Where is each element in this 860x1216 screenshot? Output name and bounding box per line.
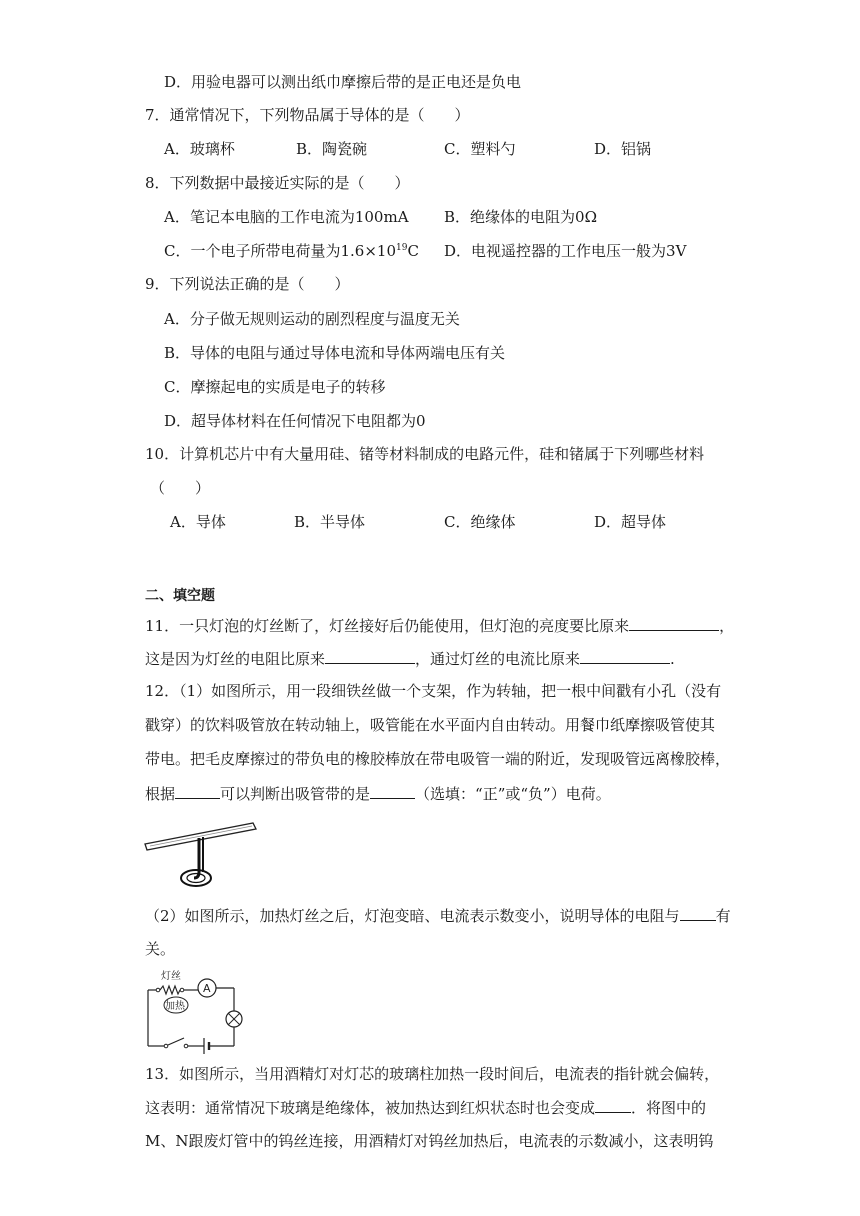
straw-pivot-figure bbox=[140, 818, 264, 890]
q9-option-b: B．导体的电阻与通过导体电流和导体两端电压有关 bbox=[164, 344, 506, 362]
q12-part2-text-2: 有 bbox=[715, 907, 731, 925]
q8-option-b: B．绝缘体的电阻为0Ω bbox=[444, 208, 598, 226]
q12-blank-1[interactable] bbox=[175, 783, 220, 799]
q12-text-3: （选填：“正”或“负”）电荷。 bbox=[415, 785, 611, 803]
q11-text-1: 11．一只灯泡的灯丝断了，灯丝接好后仍能使用，但灯泡的亮度要比原来 bbox=[145, 617, 630, 635]
q9-stem: 9．下列说法正确的是（ ） bbox=[145, 275, 350, 293]
q7-option-d: D．铝锅 bbox=[594, 140, 652, 158]
q11-text-4: ，通过灯丝的电流比原来 bbox=[415, 650, 581, 668]
q12-line-2: 戳穿）的饮料吸管放在转动轴上，吸管能在水平面内自由转动。用餐巾纸摩擦吸管使其 bbox=[145, 716, 716, 734]
q9-option-c: C．摩擦起电的实质是电子的转移 bbox=[164, 378, 386, 396]
q11-blank-1[interactable] bbox=[629, 615, 719, 631]
q7-option-c: C．塑料勺 bbox=[444, 140, 516, 158]
q8-option-c bbox=[164, 241, 419, 261]
q10-stem: 10．计算机芯片中有大量用硅、锗等材料制成的电路元件，硅和锗属于下列哪些材料 bbox=[145, 445, 705, 463]
q7-stem: 7．通常情况下，下列物品属于导体的是（ ） bbox=[145, 106, 470, 124]
q12-part2-text-1: （2）如图所示，加热灯丝之后，灯泡变暗、电流表示数变小，说明导体的电阻与 bbox=[145, 907, 680, 925]
q12-text-2: 可以判断出吸管带的是 bbox=[220, 785, 371, 803]
q13-line-2 bbox=[145, 1097, 706, 1118]
q8-stem: 8．下列数据中最接近实际的是（ ） bbox=[145, 174, 410, 192]
filament-label: 灯丝 bbox=[161, 971, 181, 982]
q8-option-c-unit: C bbox=[407, 242, 419, 260]
q8-option-a: A．笔记本电脑的工作电流为100mA bbox=[164, 208, 409, 226]
circuit-figure bbox=[140, 966, 246, 1056]
q11-text-2: ， bbox=[719, 617, 735, 635]
q11-blank-3[interactable] bbox=[580, 648, 670, 664]
q13-text-2: ．将图中的 bbox=[631, 1099, 707, 1117]
q8-option-c-exponent: 19 bbox=[396, 243, 408, 253]
q13-line-1: 13．如图所示，当用酒精灯对灯芯的玻璃柱加热一段时间后，电流表的指针就会偏转， bbox=[145, 1065, 720, 1083]
ammeter-label: A bbox=[203, 982, 211, 995]
q12-part2-blank[interactable] bbox=[680, 905, 716, 921]
q12-line-3: 带电。把毛皮摩擦过的带负电的橡胶棒放在带电吸管一端的附近，发现吸管远离橡胶棒， bbox=[145, 750, 731, 768]
q8-option-c-text: C．一个电子所带电荷量为1.6×10 bbox=[164, 242, 396, 260]
q12-blank-2[interactable] bbox=[370, 783, 415, 799]
q12-line-1: 12．（1）如图所示，用一段细铁丝做一个支架，作为转轴，把一根中间戳有小孔（没有 bbox=[145, 682, 722, 700]
q13-text-1: 这表明：通常情况下玻璃是绝缘体，被加热达到红炽状态时也会变成 bbox=[145, 1099, 596, 1117]
q9-option-d: D．超导体材料在任何情况下电阻都为0 bbox=[164, 412, 426, 430]
switch bbox=[168, 1038, 184, 1045]
q13-blank-1[interactable] bbox=[595, 1097, 631, 1113]
filament-coil bbox=[160, 986, 180, 994]
q13-line-3: M、N跟废灯管中的钨丝连接，用酒精灯对钨丝加热后，电流表的示数减小，这表明钨 bbox=[145, 1132, 714, 1150]
q12-line-4 bbox=[145, 783, 611, 804]
q7-option-b: B．陶瓷碗 bbox=[296, 140, 368, 158]
section-heading: 二、填空题 bbox=[145, 588, 215, 604]
q11-line-1 bbox=[145, 615, 734, 636]
q6-option-d: D．用验电器可以测出纸巾摩擦后带的是正电还是负电 bbox=[164, 73, 522, 91]
q11-blank-2[interactable] bbox=[325, 648, 415, 664]
q11-text-5: . bbox=[670, 650, 675, 668]
straw-highlight bbox=[150, 826, 252, 846]
heat-label: 加热 bbox=[165, 1001, 185, 1012]
q12-part2-line-1 bbox=[145, 905, 731, 926]
q12-part2-line-2: 关。 bbox=[145, 940, 176, 958]
q7-option-a: A．玻璃杯 bbox=[164, 140, 235, 158]
q8-option-d: D．电视遥控器的工作电压一般为3V bbox=[444, 242, 687, 260]
q9-option-a: A．分子做无规则运动的剧烈程度与温度无关 bbox=[164, 310, 460, 328]
q11-line-2 bbox=[145, 648, 675, 669]
q10-option-a: A．导体 bbox=[170, 513, 226, 531]
pivot-wire bbox=[194, 838, 199, 878]
q11-text-3: 这是因为灯丝的电阻比原来 bbox=[145, 650, 326, 668]
q10-option-d: D．超导体 bbox=[594, 513, 667, 531]
q10-option-c: C．绝缘体 bbox=[444, 513, 516, 531]
q10-option-b: B．半导体 bbox=[294, 513, 366, 531]
q12-text-1: 根据 bbox=[145, 785, 176, 803]
q10-paren: （ ） bbox=[150, 479, 211, 497]
